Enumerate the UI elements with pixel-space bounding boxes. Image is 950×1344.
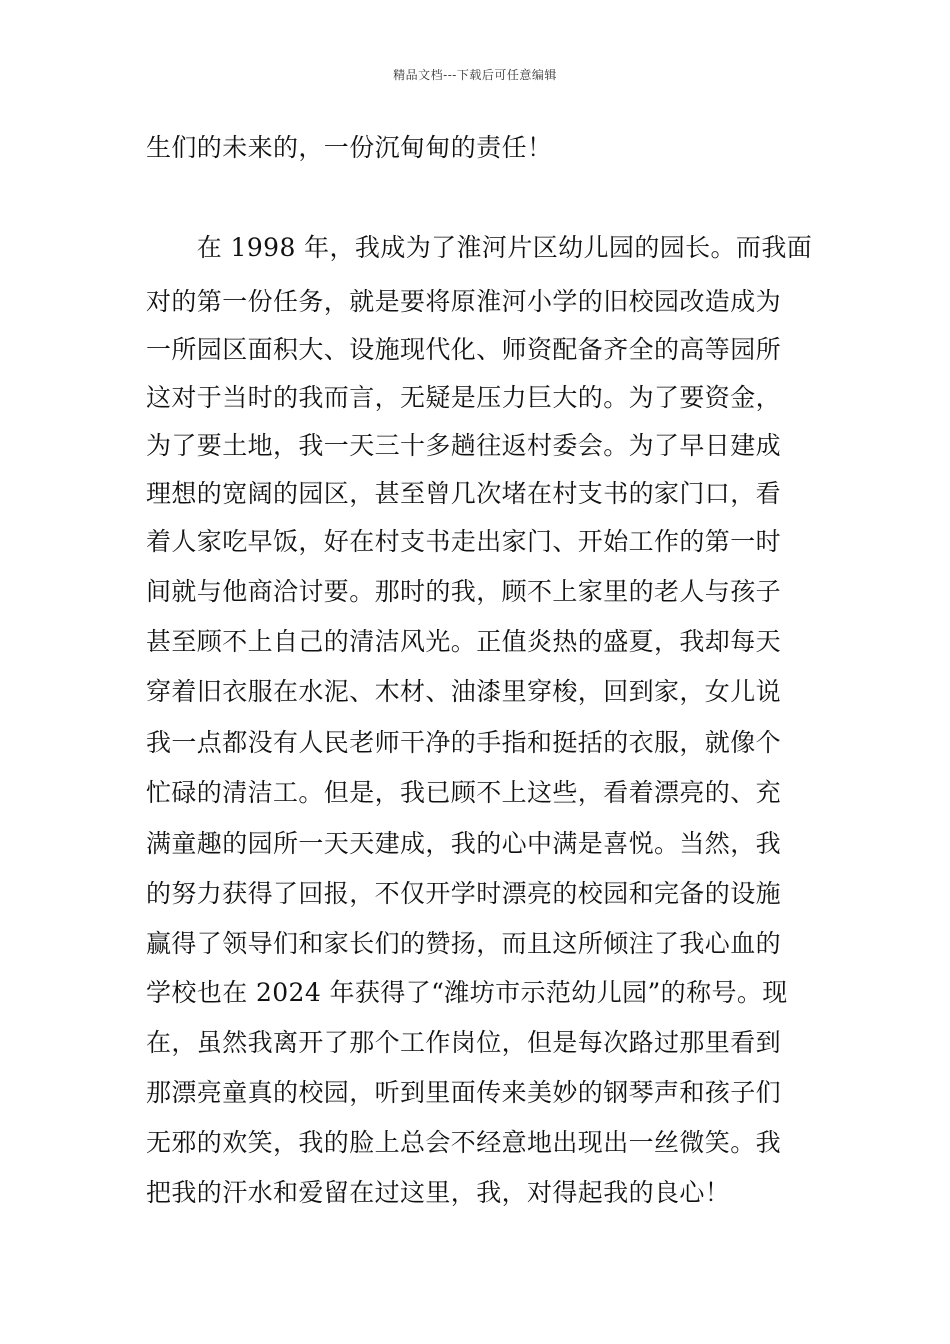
text-line: 在，虽然我离开了那个工作岗位，但是每次路过那里看到 bbox=[146, 1028, 782, 1057]
text-line: 赢得了领导们和家长们的赞扬，而且这所倾注了我心血的 bbox=[146, 929, 782, 958]
text-line: 忙碌的清洁工。但是，我已顾不上这些，看着漂亮的、充 bbox=[146, 778, 782, 807]
text-line: 生们的未来的，一份沉甸甸的责任！ bbox=[146, 133, 553, 162]
text-line: 我一点都没有人民老师干净的手指和挺括的衣服，就像个 bbox=[146, 728, 782, 757]
page-header: 精品文档---下载后可任意编辑 bbox=[393, 68, 557, 82]
text-line: 着人家吃早饭，好在村支书走出家门、开始工作的第一时 bbox=[146, 527, 782, 556]
text-line: 在 1998 年，我成为了淮河片区幼儿园的园长。而我面 bbox=[146, 233, 813, 262]
text-line: 那漂亮童真的校园，听到里面传来美妙的钢琴声和孩子们 bbox=[146, 1078, 782, 1107]
text-line: 这对于当时的我而言，无疑是压力巨大的。为了要资金， bbox=[146, 383, 782, 412]
text-line: 为了要土地，我一天三十多趟往返村委会。为了早日建成 bbox=[146, 431, 782, 460]
text-line: 无邪的欢笑，我的脸上总会不经意地出现出一丝微笑。我 bbox=[146, 1128, 782, 1157]
text-line: 理想的宽阔的园区，甚至曾几次堵在村支书的家门口，看 bbox=[146, 479, 782, 508]
text-line: 把我的汗水和爱留在过这里，我，对得起我的良心！ bbox=[146, 1178, 731, 1207]
text-line: 甚至顾不上自己的清洁风光。正值炎热的盛夏，我却每天 bbox=[146, 627, 782, 656]
text-line: 间就与他商洽讨要。那时的我，顾不上家里的老人与孩子 bbox=[146, 577, 782, 606]
text-line: 学校也在 2024 年获得了“潍坊市示范幼儿园”的称号。现 bbox=[146, 978, 788, 1007]
text-line: 穿着旧衣服在水泥、木材、油漆里穿梭，回到家，女儿说 bbox=[146, 677, 782, 706]
text-line: 对的第一份任务，就是要将原淮河小学的旧校园改造成为 bbox=[146, 287, 782, 316]
text-line: 满童趣的园所一天天建成，我的心中满是喜悦。当然，我 bbox=[146, 829, 782, 858]
text-line: 一所园区面积大、设施现代化、师资配备齐全的高等园所 bbox=[146, 335, 782, 364]
text-line: 的努力获得了回报，不仅开学时漂亮的校园和完备的设施 bbox=[146, 879, 782, 908]
